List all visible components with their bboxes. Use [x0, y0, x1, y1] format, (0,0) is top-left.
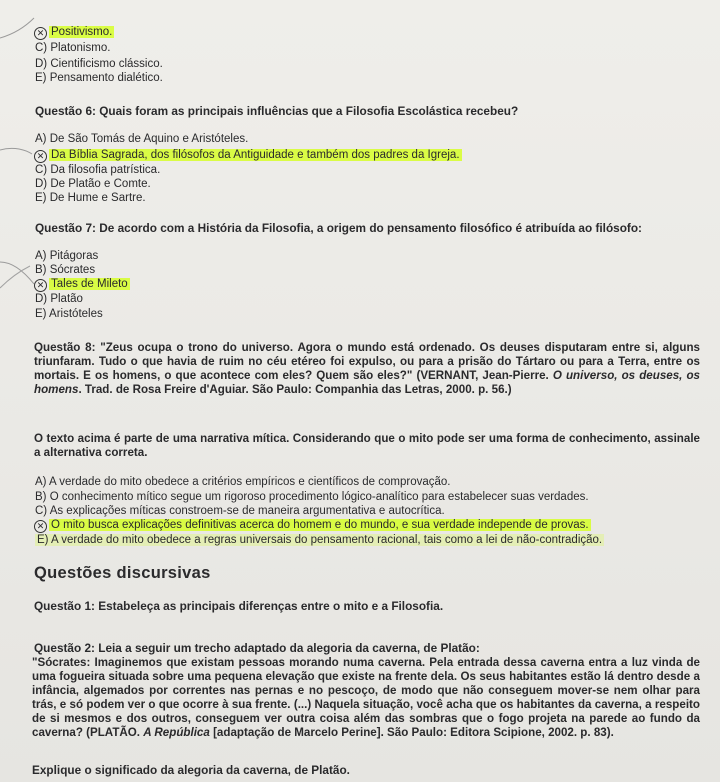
question-8-text: Questão 8: "Zeus ocupa o trono do universo. Agora o mundo está ordenado. Os deuses disputaram entre si, alguns triunfaram. Tudo o que havia de ruim no céu etéreo foi expulso, ou para a prisão do Tártaro ou para a Terra, entre os mortais. E os homens, o que acontece com eles? Quem são eles?" (VERNANT, Jean-Pierre. O universo, os deuses, os homens. Trad. de Rosa Freire d'Aguiar. São Paulo: Companhia das Letras, 2000. p. 56.) — [34, 341, 700, 396]
q8-option-c: C) As explicações míticas constroem-se de maneira argumentativa e autocrítica. — [35, 505, 445, 517]
pencil-stroke — [0, 18, 34, 38]
q7-option-b: B) Sócrates — [35, 264, 96, 276]
q8-option-b: B) O conhecimento mítico segue um rigoroso procedimento lógico-analítico para estabelecer suas verdades. — [35, 491, 589, 503]
q6-option-a: A) De São Tomás de Aquino e Aristóteles. — [35, 133, 249, 145]
x-mark-icon: ✕ — [34, 279, 47, 292]
discursive-question-2-intro: Questão 2: Leia a seguir um trecho adaptado da alegoria da caverna, de Platão: — [34, 641, 480, 655]
q8-option-e: E) A verdade do mito obedece a regras universais do pensamento racional, tais como a lei de não-contradição. — [37, 534, 603, 546]
option-b-marked[interactable]: ✕ Positivismo. — [34, 26, 114, 40]
q7-option-d: D) Platão — [35, 293, 83, 305]
question-8-instruction: O texto acima é parte de uma narrativa mítica. Considerando que o mito pode ser uma forma de conhecimento, assinale a alternativa correta. — [34, 432, 700, 459]
q7-option-a: A) Pitágoras — [35, 250, 99, 262]
option-d: D) Cientificismo clássico. — [35, 58, 163, 70]
q6-option-e: E) De Hume e Sartre. — [35, 192, 146, 204]
q6-option-d: D) De Platão e Comte. — [35, 178, 151, 190]
pencil-stroke — [0, 266, 30, 288]
discursive-question-2-prompt: Explique o significado da alegoria da caverna, de Platão. — [32, 763, 350, 777]
option-e: E) Pensamento dialético. — [35, 72, 163, 84]
q7-option-e: E) Aristóteles — [35, 308, 103, 320]
cave-allegory-excerpt: "Sócrates: Imaginemos que existam pessoas morando numa caverna. Pela entrada dessa caverna entra a luz vinda de uma fogueira situada sobre uma pequena elevação que existe na frente dela. Os seus habitantes estão lá dentro desde a infância, algemados por correntes nas pernas e no pescoço, de modo que não conseguem mover-se nem olhar para trás, e só podem ver o que ocorre à sua frente. (...) Naquela situação, você acha que os habitantes da caverna, a respeito de si mesmos e dos outros, conseguem ver outra coisa além das sombras que o fogo projeta na parede ao fundo da caverna? (PLATÃO. A República [adaptação de Marcelo Perine]. São Paulo: Editora Scipione, 2002. p. 83). — [32, 656, 700, 739]
x-mark-icon: ✕ — [34, 150, 47, 163]
pencil-stroke — [0, 148, 32, 154]
q8-option-d-marked[interactable]: ✕ O mito busca explicações definitivas acerca do homem e do mundo, e sua verdade independe de provas. — [34, 519, 591, 533]
q6-option-c: C) Da filosofia patrística. — [35, 164, 161, 176]
q8-option-a: A) A verdade do mito obedece a critérios empíricos e científicos de comprovação. — [35, 476, 451, 488]
option-c: C) Platonismo. — [35, 42, 111, 54]
q7-option-c-marked[interactable]: ✕ Tales de Mileto — [34, 278, 130, 292]
discursive-question-1: Questão 1: Estabeleça as principais diferenças entre o mito e a Filosofia. — [34, 599, 444, 613]
source-title: O universo, os deuses, os homens — [34, 369, 700, 396]
question-6-title: Questão 6: Quais foram as principais influências que a Filosofia Escolástica recebeu? — [35, 104, 519, 118]
q6-option-b-marked[interactable]: ✕ Da Bíblia Sagrada, dos filósofos da Antiguidade e também dos padres da Igreja. — [34, 149, 462, 163]
question-7-title: Questão 7: De acordo com a História da Filosofia, a origem do pensamento filosófico é atribuída ao filósofo: — [35, 221, 642, 235]
x-mark-icon: ✕ — [34, 27, 47, 40]
section-title: Questões discursivas — [34, 564, 211, 582]
x-mark-icon: ✕ — [34, 520, 47, 533]
source-title: A República — [143, 726, 210, 739]
pencil-stroke — [0, 262, 34, 284]
